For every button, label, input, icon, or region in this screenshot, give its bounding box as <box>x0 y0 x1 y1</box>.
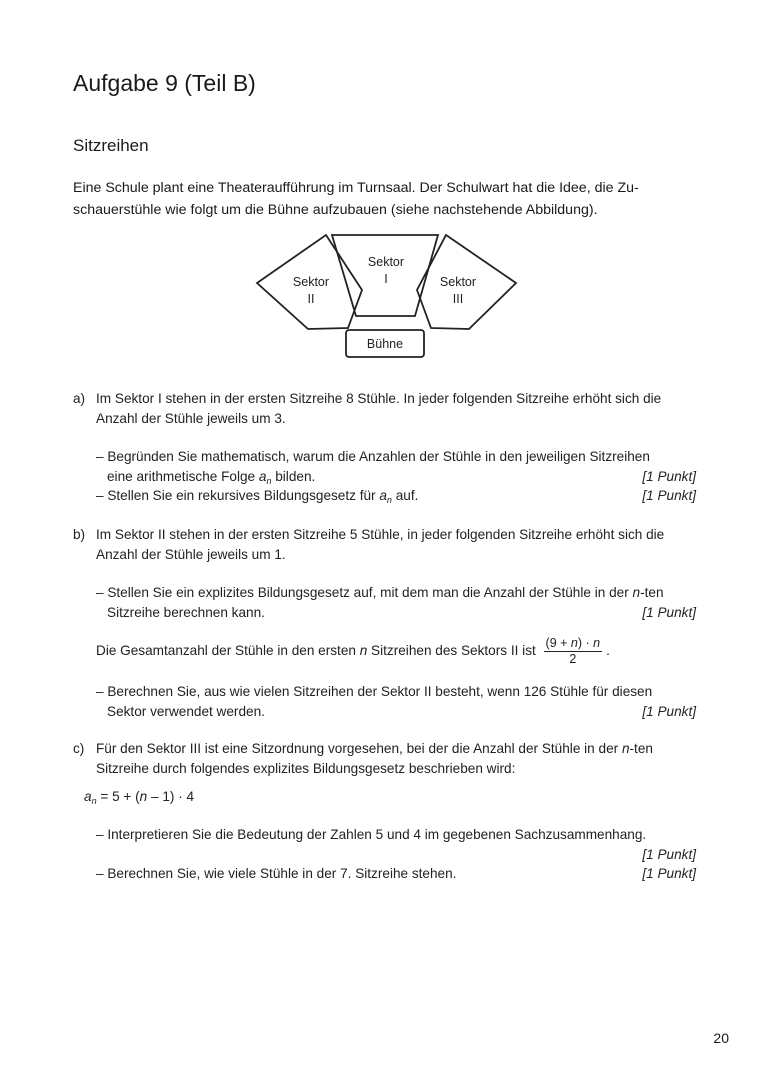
task-b-sum-text: Die Gesamtanzahl der Stühle in den ersten <box>96 643 360 659</box>
task-c-question-2 <box>96 864 696 884</box>
task-a-q1-line-2 <box>96 467 696 487</box>
task-b-q1-text-end: -ten <box>640 585 664 600</box>
sektor-2-label: Sektor <box>292 275 330 289</box>
points-b2: [1 Punkt] <box>642 703 696 719</box>
task-a-text <box>96 389 696 428</box>
sektor-3-label: Sektor <box>439 275 477 289</box>
intro-line-1: Eine Schule plant eine Theateraufführung im Turnsaal. Der Schulwart hat die Idee, die Zu- <box>73 180 639 196</box>
task-c-label: c) <box>73 741 85 756</box>
points-c2: [1 Punkt] <box>642 866 696 881</box>
page-number: 20 <box>713 1030 729 1046</box>
task-b-q2-line-1: – Berechnen Sie, aus wie vielen Sitzreihen der Sektor II besteht, wenn 126 Stühle für diesen <box>96 684 653 699</box>
task-c-text <box>96 739 696 778</box>
variable-n: n <box>632 585 641 600</box>
task-b-q1-line-1 <box>96 583 696 603</box>
variable-n: n <box>386 495 392 505</box>
task-b-question-2 <box>96 682 696 721</box>
formula-text-end: – 1) · 4 <box>147 789 195 804</box>
seating-diagram <box>250 228 530 363</box>
task-b-q1-text: – Stellen Sie ein explizites Bildungsgesetz auf, mit dem man die Anzahl der Stühle in der <box>96 585 633 600</box>
variable-n: n <box>139 789 148 804</box>
sektor-1-label: Sektor <box>367 255 405 269</box>
task-c-line-1 <box>96 739 696 759</box>
task-c-q1-points-line <box>96 845 696 865</box>
task-b-q1-line-2-text: Sitzreihe berechnen kann. <box>107 604 265 620</box>
variable-n: n <box>621 741 630 756</box>
task-b-question-1 <box>96 583 696 622</box>
page-title: Aufgabe 9 (Teil B) <box>73 70 256 96</box>
task-a-q1-line-1: – Begründen Sie mathematisch, warum die Anzahlen der Stühle in den jeweiligen Sitzreihen <box>96 449 650 464</box>
task-a-line-2: Anzahl der Stühle jeweils um 3. <box>96 410 286 426</box>
task-c-q2-text: – Berechnen Sie, wie viele Stühle in der 7. Sitzreihe stehen. <box>96 866 457 881</box>
sektor-3-number: III <box>452 292 464 306</box>
task-a-q2-text-end: auf. <box>391 488 419 503</box>
task-a-label: a) <box>73 391 86 406</box>
task-b-q2-line-2 <box>96 702 696 722</box>
task-c-question-1 <box>96 825 696 864</box>
formula-text: = 5 + ( <box>96 789 140 804</box>
task-b-text <box>96 525 696 564</box>
sektor-2-number: II <box>307 292 315 306</box>
task-a-line-1: Im Sektor I stehen in der ersten Sitzreihe 8 Stühle. In jeder folgenden Sitzreihe erhöht sich die <box>96 391 662 406</box>
task-c-line-1-text: Für den Sektor III ist eine Sitzordnung vorgesehen, bei der die Anzahl der Stühle in der <box>96 741 622 756</box>
sektor-1-number: I <box>384 272 388 286</box>
points-a2: [1 Punkt] <box>642 488 696 503</box>
section-title: Sitzreihen <box>73 136 149 155</box>
task-c-formula <box>84 787 684 807</box>
task-c-line-1-end: -ten <box>629 741 653 756</box>
fraction-denominator: 2 <box>569 652 577 666</box>
variable-a: a <box>84 789 92 804</box>
variable-n: n <box>91 796 97 806</box>
task-c-line-2: Sitzreihe durch folgendes explizites Bildungsgesetz beschrieben wird: <box>96 760 516 776</box>
task-b-sum-text-mid: Sitzreihen des Sektors II ist <box>367 643 536 659</box>
task-b-q2-line-2-text: Sektor verwendet werden. <box>107 703 265 719</box>
task-a-q1-text-end: bilden. <box>271 468 316 484</box>
task-b-q1-line-2 <box>96 603 696 623</box>
task-a-q2-text: – Stellen Sie ein rekursives Bildungsgesetz für <box>96 488 380 503</box>
variable-a: a <box>379 488 387 503</box>
variable-n: n <box>266 475 272 486</box>
fraction-numerator: (9 + n) · n <box>545 636 601 650</box>
variable-a: a <box>258 468 267 484</box>
task-b-line-1: Im Sektor II stehen in der ersten Sitzreihe 5 Stühle, in jeder folgenden Sitzreihe erhöht sich die <box>96 527 665 542</box>
task-c-q1-line: – Interpretieren Sie die Bedeutung der Zahlen 5 und 4 im gegebenen Sachzusammenhang. <box>96 827 647 842</box>
points-b1: [1 Punkt] <box>642 604 696 620</box>
task-b-label: b) <box>73 527 86 542</box>
stage-label: Bühne <box>366 337 404 351</box>
points-a1: [1 Punkt] <box>642 468 696 484</box>
intro-paragraph <box>73 177 673 221</box>
task-a-q1-text: eine arithmetische Folge <box>107 468 259 484</box>
task-a-question-2 <box>96 486 696 506</box>
points-c1: [1 Punkt] <box>642 846 696 862</box>
task-b-sum-statement: Die Gesamtanzahl der Stühle in den ersten n Sitzreihen des Sektors II ist $\frac{(9 + n) \cdot n}{2}$ . <box>96 636 610 666</box>
sum-fraction <box>544 636 603 667</box>
task-b-line-2: Anzahl der Stühle jeweils um 1. <box>96 546 286 562</box>
variable-n: n <box>359 643 368 659</box>
task-a-question-1 <box>96 447 696 486</box>
intro-line-2: schauerstühle wie folgt um die Bühne aufzubauen (siehe nachstehende Abbildung). <box>73 202 598 218</box>
